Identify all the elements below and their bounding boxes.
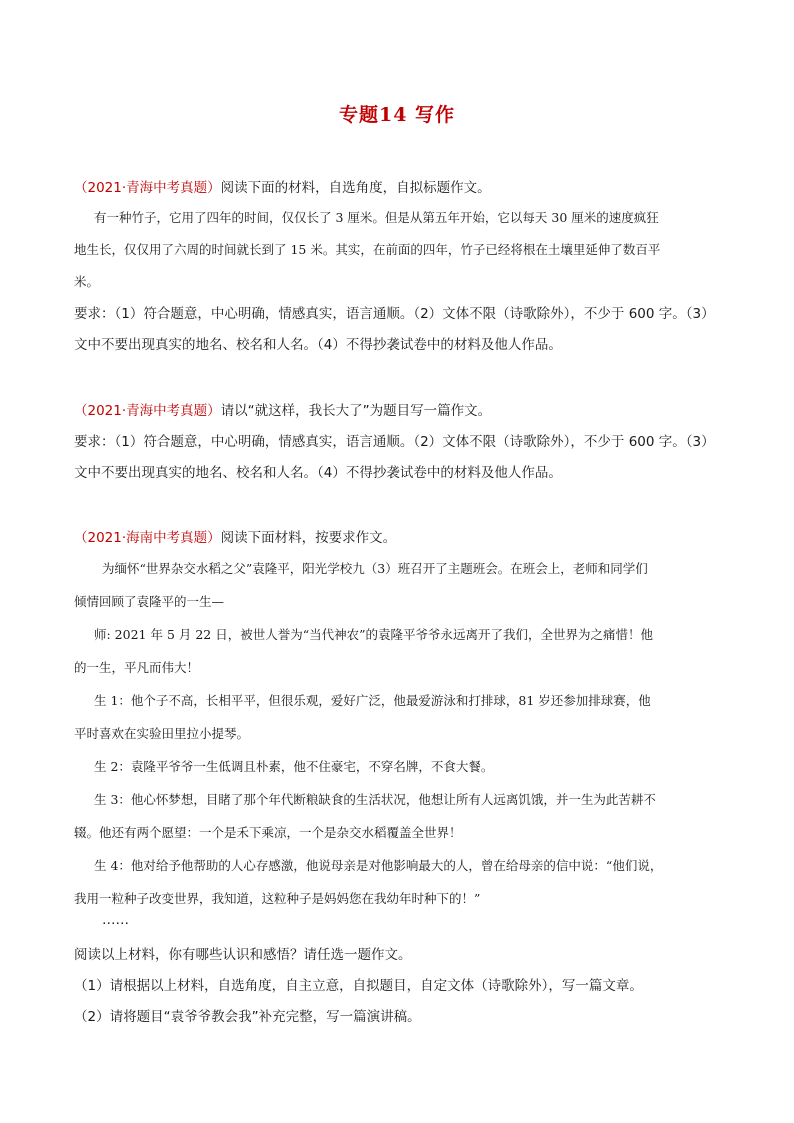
- q1-material-line: 有一种竹子，它用了四年的时间，仅仅长了 3 厘米。但是从第五年开始，它以每天 30 厘米的速度疯狂: [94, 210, 659, 225]
- q3-material-line: 生 4：他对给予他帮助的人心存感激，他说母亲是对他影响最大的人，曾在给母亲的信中说：“他们说，: [94, 858, 663, 873]
- q3-question: 阅读以上材料，你有哪些认识和感悟？请任选一题作文。: [74, 947, 412, 963]
- q2-prompt: 请以“就这样，我长大了”为题目写一篇作文。: [220, 403, 492, 419]
- q3-option: （1）请根据以上材料，自选角度，自主立意，自拟题目，自定文体（诗歌除外），写一篇文章。: [74, 978, 643, 994]
- q3-source: （2021·海南中考真题）: [74, 530, 221, 546]
- q3-material-line: 师: 2021 年 5 月 22 日，被世人誉为“当代神农”的袁隆平爷爷永远离开了我们，全世界为之痛惜！他: [94, 627, 654, 642]
- q1-material-line: 米。: [74, 274, 100, 289]
- q2-source: （2021·青海中考真题）: [74, 403, 221, 419]
- q1-material-line: 地生长，仅仅用了六周的时间就长到了 15 米。其实，在前面的四年，竹子已经将根在土壤里延伸了数百平: [74, 242, 661, 257]
- q3-material-line: 生 3：他心怀梦想，目睹了那个年代断粮缺食的生活状况，他想让所有人远离饥饿，并一生为此苦耕不: [94, 792, 656, 807]
- q3-material-line: 生 2：袁隆平爷爷一生低调且朴素，他不住豪宅，不穿名牌，不食大餐。: [94, 759, 494, 774]
- q3-header: [74, 526, 734, 546]
- q3-material-line: 为缅怀“世界杂交水稻之父”袁隆平，阳光学校九（3）班召开了主题班会。在班会上，老师和同学们: [102, 561, 648, 576]
- q1-header: [74, 176, 734, 196]
- q1-requirement-line: 文中不要出现真实的地名、校名和人名。（4）不得抄袭试卷中的材料及他人作品。: [74, 337, 562, 353]
- q2-requirement-line: 要求：（1）符合题意，中心明确，情感真实，语言通顺。（2）文体不限（诗歌除外），不少于 600 字。（3）: [74, 434, 715, 450]
- q1-requirement-line: 要求：（1）符合题意，中心明确，情感真实，语言通顺。（2）文体不限（诗歌除外），不少于 600 字。（3）: [74, 306, 715, 322]
- q3-material-line: 倾情回顾了袁隆平的一生—: [74, 594, 225, 609]
- q3-material-line: 我用一粒种子改变世界，我知道，这粒种子是妈妈您在我幼年时种下的！”: [74, 891, 481, 906]
- q2-header: [74, 399, 734, 419]
- q3-prompt: 阅读下面材料，按要求作文。: [220, 530, 397, 546]
- q1-source: （2021·青海中考真题）: [74, 180, 221, 196]
- page-title: 专题14 写作: [338, 104, 456, 126]
- q1-prompt: 阅读下面的材料，自选角度，自拟标题作文。: [220, 180, 491, 196]
- q3-ellipsis: ……: [102, 912, 129, 928]
- q3-material-line: 平时喜欢在实验田里拉小提琴。: [74, 726, 250, 741]
- q3-material-line: 的一生，平凡而伟大！: [74, 660, 200, 675]
- q3-option: （2）请将题目“袁爷爷教会我”补充完整，写一篇演讲稿。: [74, 1009, 421, 1025]
- q3-material-line: 生 1：他个子不高，长相平平，但很乐观，爱好广泛，他最爱游泳和打排球，81 岁还参加排球赛，他: [94, 693, 651, 708]
- q3-material-line: 辍。他还有两个愿望：一个是禾下乘凉，一个是杂交水稻覆盖全世界！: [74, 825, 462, 840]
- q2-requirement-line: 文中不要出现真实的地名、校名和人名。（4）不得抄袭试卷中的材料及他人作品。: [74, 465, 562, 481]
